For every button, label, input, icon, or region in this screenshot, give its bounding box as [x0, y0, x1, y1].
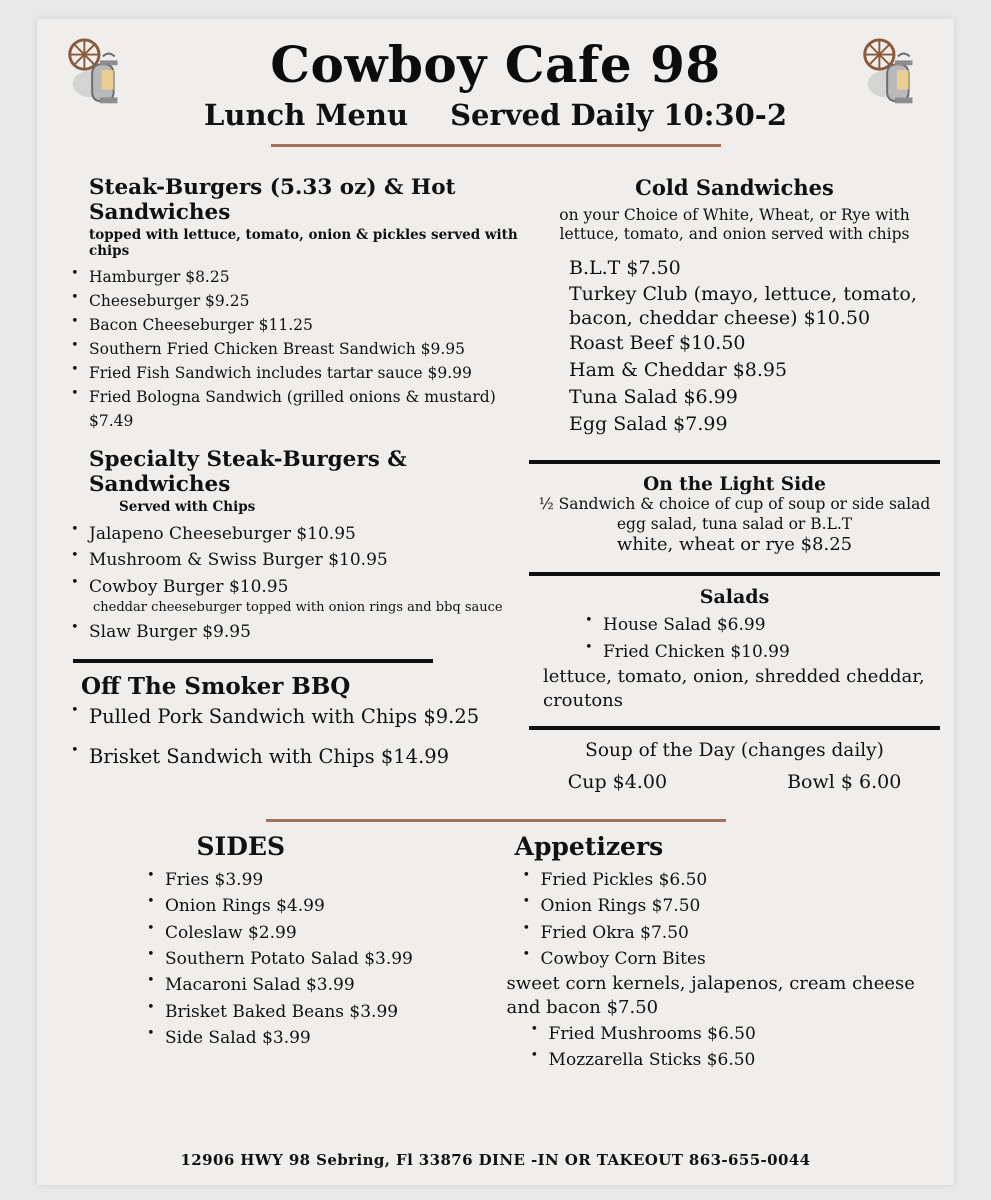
- list-item: • Bacon Cheeseburger $11.25: [59, 313, 529, 337]
- salads-list: [573, 612, 940, 665]
- soup-price-row: [529, 771, 940, 793]
- section-subheading-cold-sandwiches: on your Choice of White, Wheat, or Rye with lettuce, tomato, and onion served with chips: [559, 206, 910, 244]
- lantern-icon: [59, 37, 137, 115]
- bottom-divider: [266, 819, 726, 822]
- soup-cup-price: Cup $4.00: [567, 770, 668, 793]
- steak-burgers-list: [59, 265, 529, 433]
- section-subheading-steak-burgers: topped with lettuce, tomato, onion & pickles served with chips: [89, 227, 518, 259]
- list-item: • House Salad $6.99: [573, 612, 940, 638]
- list-item: • Brisket Sandwich with Chips $14.99: [59, 744, 529, 769]
- soup-divider: [529, 726, 940, 730]
- list-item: • Slaw Burger $9.95: [59, 619, 529, 645]
- list-item: Turkey Club (mayo, lettuce, tomato, bacon, cheddar cheese) $10.50: [569, 282, 917, 330]
- bbq-list: [59, 704, 529, 769]
- list-item: • Mozzarella Sticks $6.50: [519, 1047, 936, 1073]
- light-side-line-1: ½ Sandwich & choice of cup of soup or side salad: [538, 495, 931, 514]
- menu-columns: [37, 161, 954, 793]
- list-item: Roast Beef $10.50: [569, 332, 746, 355]
- list-item: • Onion Rings $7.50: [511, 893, 936, 919]
- list-item: Ham & Cheddar $8.95: [569, 359, 788, 382]
- list-item: • Cowboy Burger $10.95: [59, 574, 529, 600]
- list-item: • Macaroni Salad $3.99: [135, 972, 507, 998]
- specialty-note: cheddar cheeseburger topped with onion rings and bbq sauce: [93, 600, 503, 616]
- bbq-divider: [73, 659, 433, 663]
- subtitle-row: [37, 98, 954, 132]
- list-item: • Fried Mushrooms $6.50: [519, 1021, 936, 1047]
- section-heading-light-side: On the Light Side: [643, 474, 826, 496]
- appetizers-list: [511, 867, 936, 972]
- sides-list: [135, 867, 507, 1051]
- section-heading-appetizers: Appetizers: [514, 831, 664, 861]
- menu-page: [37, 19, 954, 1185]
- section-heading-soup: Soup of the Day (changes daily): [585, 739, 884, 761]
- salads-note: lettuce, tomato, onion, shredded cheddar, croutons: [543, 666, 925, 711]
- list-item: • Fried Bologna Sandwich (grilled onions & mustard) $7.49: [59, 385, 529, 433]
- appetizers-list-after: [519, 1021, 936, 1074]
- light-side-line-3: white, wheat or rye $8.25: [616, 533, 853, 555]
- section-heading-steak-burgers: Steak-Burgers (5.33 oz) & Hot Sandwiches: [89, 175, 456, 225]
- header-divider: [271, 144, 721, 147]
- list-item: • Coleslaw $2.99: [135, 920, 507, 946]
- section-subheading-specialty: Served with Chips: [119, 499, 256, 516]
- list-item: • Fries $3.99: [135, 867, 507, 893]
- list-item: Egg Salad $7.99: [569, 413, 728, 436]
- sides-section: [55, 832, 507, 1074]
- light-side-divider: [529, 460, 940, 464]
- section-heading-sides: SIDES: [196, 831, 286, 861]
- list-item: • Fried Chicken $10.99: [573, 639, 940, 665]
- section-heading-bbq: Off The Smoker BBQ: [81, 673, 351, 701]
- served-daily-label: Served Daily 10:30-2: [450, 98, 788, 132]
- list-item: • Brisket Baked Beans $3.99: [135, 999, 507, 1025]
- soup-bowl-price: Bowl $ 6.00: [787, 770, 902, 793]
- list-item: • Fried Pickles $6.50: [511, 867, 936, 893]
- section-heading-specialty: Specialty Steak-Burgers & Sandwiches: [89, 447, 407, 498]
- list-item: B.L.T $7.50: [569, 256, 681, 279]
- footer-address: 12906 HWY 98 Sebring, Fl 33876 DINE -IN OR TAKEOUT 863-655-0044: [180, 1151, 811, 1169]
- list-item: • Jalapeno Cheeseburger $10.95: [59, 521, 529, 547]
- list-item: Tuna Salad $6.99: [569, 386, 738, 409]
- specialty-list-after: [59, 619, 529, 645]
- page-title: Cowboy Cafe 98: [270, 35, 721, 94]
- appetizers-note: sweet corn kernels, jalapenos, cream cheese and bacon $7.50: [506, 973, 915, 1018]
- list-item: • Onion Rings $4.99: [135, 893, 507, 919]
- salads-divider: [529, 572, 940, 576]
- cold-sandwiches-list: [569, 255, 940, 438]
- list-item: • Fried Okra $7.50: [511, 920, 936, 946]
- light-side-line-2: egg salad, tuna salad or B.L.T: [616, 514, 853, 533]
- list-item: • Cheeseburger $9.25: [59, 289, 529, 313]
- list-item: • Cowboy Corn Bites: [511, 946, 936, 972]
- list-item: • Mushroom & Swiss Burger $10.95: [59, 547, 529, 573]
- lantern-icon: [854, 37, 932, 115]
- specialty-list: [59, 521, 529, 600]
- section-heading-cold-sandwiches: Cold Sandwiches: [635, 175, 834, 200]
- list-item: • Southern Fried Chicken Breast Sandwich $9.95: [59, 337, 529, 361]
- lunch-menu-label: Lunch Menu: [203, 98, 409, 132]
- bottom-sections: [37, 832, 954, 1074]
- list-item: • Side Salad $3.99: [135, 1025, 507, 1051]
- list-item: • Hamburger $8.25: [59, 265, 529, 289]
- appetizers-section: [507, 832, 936, 1074]
- menu-header: [37, 19, 954, 161]
- section-heading-salads: Salads: [699, 586, 770, 609]
- right-column: [529, 175, 954, 793]
- list-item: • Fried Fish Sandwich includes tartar sauce $9.99: [59, 361, 529, 385]
- list-item: • Pulled Pork Sandwich with Chips $9.25: [59, 704, 529, 729]
- left-column: [37, 175, 529, 793]
- list-item: • Southern Potato Salad $3.99: [135, 946, 507, 972]
